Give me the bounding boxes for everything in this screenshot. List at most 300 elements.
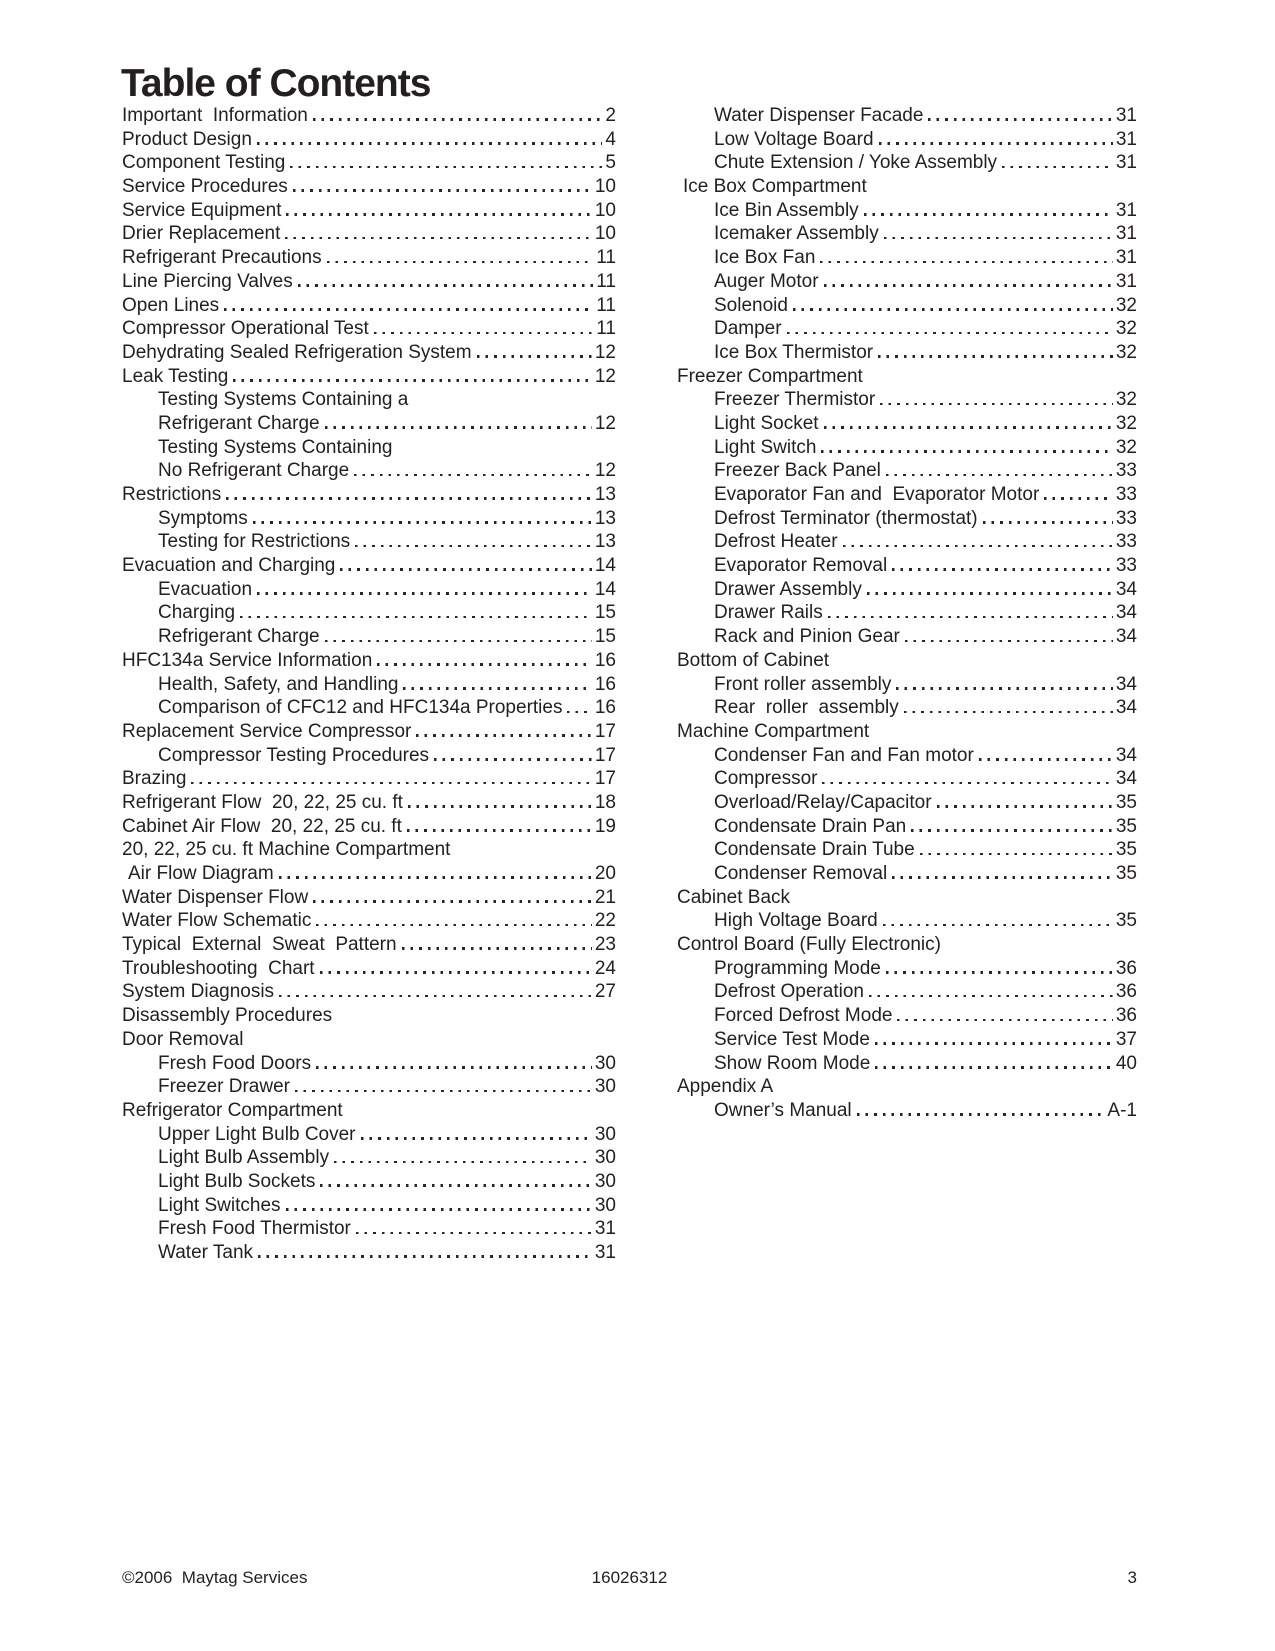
toc-dot-leader xyxy=(286,213,591,216)
toc-entry-label: Evaporator Removal xyxy=(714,555,888,577)
toc-dot-leader xyxy=(434,758,592,761)
toc-entry-label: Water Flow Schematic xyxy=(122,910,312,932)
toc-entry-label: Defrost Heater xyxy=(714,531,838,553)
toc-dot-leader xyxy=(820,261,1112,264)
toc-entry-label: Condensate Drain Pan xyxy=(714,815,907,837)
toc-entry-label: Evaporator Fan and Evaporator Motor xyxy=(714,484,1040,505)
toc-entry-page-number: 33 xyxy=(1115,484,1137,505)
toc-entry-page-number: 24 xyxy=(594,957,616,979)
toc-dot-leader xyxy=(880,403,1113,406)
toc-entry xyxy=(677,673,1137,697)
toc-entry xyxy=(677,530,1137,554)
toc-entry-page-number: 33 xyxy=(1115,507,1137,529)
toc-entry-label: Show Room Mode xyxy=(714,1052,871,1074)
toc-entry xyxy=(677,341,1137,365)
toc-entry-label: Leak Testing xyxy=(122,365,229,387)
toc-entry-page-number: 35 xyxy=(1115,815,1137,837)
toc-entry-label: Freezer Thermistor xyxy=(714,389,876,411)
toc-entry-label: Control Board (Fully Electronic) xyxy=(677,934,941,956)
toc-entry-page-number: 35 xyxy=(1115,791,1137,813)
toc-dot-leader xyxy=(875,1042,1113,1045)
toc-entry-label: Freezer Back Panel xyxy=(714,460,881,482)
toc-entry-label: Ice Box Thermistor xyxy=(714,341,874,363)
toc-entry-label: 20, 22, 25 cu. ft Machine Compartment xyxy=(122,839,451,861)
toc-entry-label: Defrost Operation xyxy=(714,981,864,1003)
toc-entry xyxy=(122,601,616,625)
toc-entry-page-number: 32 xyxy=(1115,294,1137,316)
toc-entry xyxy=(677,104,1137,128)
toc-entry-label: Rear roller assembly xyxy=(714,697,899,719)
toc-dot-leader xyxy=(787,332,1113,335)
toc-entry xyxy=(677,554,1137,578)
toc-section-heading xyxy=(122,838,616,862)
toc-entry-label: Compressor Testing Procedures xyxy=(158,744,430,766)
toc-entry xyxy=(677,388,1137,412)
toc-dot-leader xyxy=(354,474,592,477)
toc-entry xyxy=(677,317,1137,341)
toc-dot-leader xyxy=(361,1137,592,1140)
toc-entry-page-number: 23 xyxy=(594,934,616,956)
toc-dot-leader xyxy=(295,1090,592,1093)
toc-entry-label: Forced Defrost Mode xyxy=(714,1005,893,1027)
toc-dot-leader xyxy=(313,118,603,121)
toc-entry xyxy=(677,909,1137,933)
toc-dot-leader xyxy=(293,189,592,192)
toc-entry-label: Front roller assembly xyxy=(714,673,892,695)
toc-section-heading xyxy=(677,933,1137,957)
toc-dot-leader xyxy=(897,1019,1112,1022)
toc-entry xyxy=(122,791,616,815)
toc-entry xyxy=(122,909,616,933)
toc-entry-page-number: 35 xyxy=(1115,910,1137,932)
toc-entry xyxy=(122,507,616,531)
toc-entry-page-number: 33 xyxy=(1115,460,1137,482)
toc-entry-label: Compressor xyxy=(714,768,818,790)
toc-entry xyxy=(122,578,616,602)
toc-entry xyxy=(122,128,616,152)
toc-entry-label: Ice Box Compartment xyxy=(683,176,867,198)
toc-entry-page-number: 14 xyxy=(594,578,616,600)
toc-entry-label: Water Dispenser Flow xyxy=(122,886,309,908)
toc-dot-leader xyxy=(356,1232,592,1235)
toc-entry-label: High Voltage Board xyxy=(714,910,878,932)
toc-entry-page-number: 22 xyxy=(594,910,616,932)
toc-entry xyxy=(122,1241,616,1265)
toc-entry-page-number: 37 xyxy=(1115,1028,1137,1050)
toc-entry-page-number: 34 xyxy=(1115,768,1137,790)
toc-entry xyxy=(122,980,616,1004)
toc-entry xyxy=(122,1170,616,1194)
toc-dot-leader xyxy=(334,1161,592,1164)
footer-part-number: 16026312 xyxy=(591,1568,668,1587)
toc-entry-label: Component Testing xyxy=(122,152,286,174)
toc-dot-leader xyxy=(313,900,592,903)
toc-entry-label: Overload/Relay/Capacitor xyxy=(714,791,932,813)
toc-entry-page-number: 15 xyxy=(594,626,616,648)
toc-dot-leader xyxy=(937,805,1113,808)
toc-dot-leader xyxy=(403,687,591,690)
toc-entry xyxy=(677,151,1137,175)
toc-entry xyxy=(122,1075,616,1099)
toc-entry xyxy=(677,1004,1137,1028)
toc-entry-label: Testing Systems Containing a xyxy=(158,389,409,411)
toc-entry-page-number: 30 xyxy=(594,1052,616,1074)
toc-entry-page-number: 21 xyxy=(594,886,616,908)
page-footer xyxy=(122,1568,1137,1590)
toc-dot-leader xyxy=(233,379,592,382)
toc-entry-label: Appendix A xyxy=(677,1076,774,1098)
toc-entry-page-number: 12 xyxy=(594,341,616,363)
toc-dot-leader xyxy=(979,758,1113,761)
toc-entry xyxy=(122,933,616,957)
toc-entry xyxy=(677,815,1137,839)
toc-entry-label: Cabinet Air Flow 20, 22, 25 cu. ft xyxy=(122,815,402,837)
toc-entry-page-number: 19 xyxy=(594,815,616,837)
toc-entry xyxy=(677,412,1137,436)
toc-entry-label: Refrigerant Charge xyxy=(158,412,320,434)
toc-entry-page-number: 36 xyxy=(1115,981,1137,1003)
toc-entry-page-number: 27 xyxy=(594,981,616,1003)
toc-entry-label: Troubleshooting Chart xyxy=(122,957,315,979)
toc-entry xyxy=(677,199,1137,223)
toc-entry xyxy=(122,222,616,246)
toc-entry xyxy=(677,483,1137,507)
toc-entry-label: Evacuation xyxy=(158,578,253,600)
toc-entry-page-number: 31 xyxy=(1115,223,1137,245)
toc-entry-label: Line Piercing Valves xyxy=(122,270,293,292)
toc-entry xyxy=(122,199,616,223)
toc-entry xyxy=(122,412,616,436)
toc-entry xyxy=(677,246,1137,270)
toc-entry-page-number: 34 xyxy=(1115,697,1137,719)
toc-entry-label: Drier Replacement xyxy=(122,223,281,245)
toc-section-heading xyxy=(677,720,1137,744)
toc-entry-page-number: 30 xyxy=(594,1170,616,1192)
toc-section-heading xyxy=(677,1075,1137,1099)
toc-entry-label: Light Bulb Sockets xyxy=(158,1170,316,1192)
toc-entry-page-number: 11 xyxy=(596,318,616,340)
toc-entry xyxy=(122,530,616,554)
toc-dot-leader xyxy=(279,995,592,998)
toc-entry-label: System Diagnosis xyxy=(122,981,275,1003)
toc-entry-label: Light Bulb Assembly xyxy=(158,1147,330,1169)
toc-dot-leader xyxy=(567,711,591,714)
toc-entry-label: Typical External Sweat Pattern xyxy=(122,934,397,956)
toc-dot-leader xyxy=(253,521,592,524)
toc-dot-leader xyxy=(886,971,1113,974)
table-of-contents xyxy=(122,104,1137,1265)
toc-entry xyxy=(122,554,616,578)
toc-dot-leader xyxy=(857,1113,1105,1116)
toc-entry xyxy=(122,1194,616,1218)
toc-entry xyxy=(677,578,1137,602)
toc-dot-leader xyxy=(904,711,1113,714)
toc-entry xyxy=(677,862,1137,886)
toc-dot-leader xyxy=(905,640,1113,643)
toc-entry-page-number: 16 xyxy=(594,649,616,671)
toc-entry xyxy=(677,270,1137,294)
toc-dot-leader xyxy=(374,332,594,335)
toc-dot-leader xyxy=(257,592,592,595)
toc-dot-leader xyxy=(285,237,591,240)
toc-entry xyxy=(677,838,1137,862)
toc-entry-label: Symptoms xyxy=(158,507,248,529)
toc-entry xyxy=(122,483,616,507)
toc-entry-page-number: 16 xyxy=(594,697,616,719)
toc-entry-label: Rack and Pinion Gear xyxy=(714,626,900,648)
toc-entry-label: Door Removal xyxy=(122,1028,244,1050)
toc-entry-page-number: 33 xyxy=(1115,555,1137,577)
toc-entry-label: Important Information xyxy=(122,105,308,126)
toc-entry xyxy=(677,128,1137,152)
toc-dot-leader xyxy=(325,640,592,643)
toc-dot-leader xyxy=(377,663,592,666)
toc-entry-page-number: 34 xyxy=(1115,744,1137,766)
toc-dot-leader xyxy=(867,592,1113,595)
toc-entry-page-number: 12 xyxy=(594,460,616,482)
toc-dot-leader xyxy=(892,876,1113,879)
toc-entry xyxy=(122,246,616,270)
toc-entry-label: Freezer Compartment xyxy=(677,365,863,387)
toc-entry-page-number: 11 xyxy=(596,247,616,269)
toc-entry-label: Water Dispenser Facade xyxy=(714,105,924,126)
toc-entry-label: Fresh Food Thermistor xyxy=(158,1218,351,1240)
toc-dot-leader xyxy=(911,829,1113,832)
toc-dot-leader xyxy=(408,805,592,808)
toc-entry-label: Replacement Service Compressor xyxy=(122,720,412,742)
toc-entry-label: Restrictions xyxy=(122,484,222,505)
toc-entry-page-number: 4 xyxy=(605,128,616,150)
toc-entry xyxy=(122,625,616,649)
toc-entry-label: Drawer Rails xyxy=(714,602,823,624)
toc-entry xyxy=(122,673,616,697)
toc-entry-page-number: 32 xyxy=(1115,341,1137,363)
toc-entry-page-number: 34 xyxy=(1115,602,1137,624)
toc-entry xyxy=(122,459,616,483)
toc-section-heading xyxy=(122,1004,616,1028)
toc-entry-page-number: 13 xyxy=(594,484,616,505)
toc-entry xyxy=(122,957,616,981)
toc-entry-page-number: 12 xyxy=(594,365,616,387)
toc-section-heading xyxy=(122,1099,616,1123)
toc-entry xyxy=(677,696,1137,720)
toc-entry xyxy=(677,980,1137,1004)
toc-entry-page-number: 32 xyxy=(1115,436,1137,458)
toc-entry xyxy=(122,1123,616,1147)
toc-entry-page-number: 40 xyxy=(1115,1052,1137,1074)
toc-entry-page-number: 31 xyxy=(1115,270,1137,292)
toc-column-right xyxy=(677,104,1137,1123)
toc-entry-page-number: 15 xyxy=(594,602,616,624)
toc-entry-label: Dehydrating Sealed Refrigeration System xyxy=(122,341,472,363)
toc-entry-page-number: 31 xyxy=(594,1242,616,1263)
toc-dot-leader xyxy=(892,568,1113,571)
toc-entry-label: Service Test Mode xyxy=(714,1028,870,1050)
toc-entry-label: Health, Safety, and Handling xyxy=(158,673,399,695)
toc-entry-label: Defrost Terminator (thermostat) xyxy=(714,507,978,529)
toc-entry-label: Freezer Drawer xyxy=(158,1076,290,1098)
toc-dot-leader xyxy=(843,545,1113,548)
toc-section-heading xyxy=(677,649,1137,673)
toc-entry-label: Air Flow Diagram xyxy=(128,863,274,884)
toc-entry-label: Auger Motor xyxy=(714,270,819,292)
toc-entry-label: Compressor Operational Test xyxy=(122,318,369,340)
toc-entry xyxy=(677,459,1137,483)
toc-entry xyxy=(122,767,616,791)
toc-section-heading xyxy=(122,436,616,460)
toc-entry-label: Condensate Drain Tube xyxy=(714,839,915,861)
toc-entry-label: Drawer Assembly xyxy=(714,578,862,600)
toc-entry-page-number: 20 xyxy=(594,863,616,884)
toc-entry-label: Upper Light Bulb Cover xyxy=(158,1123,356,1145)
toc-entry-page-number: 30 xyxy=(594,1076,616,1098)
footer-copyright: ©2006 Maytag Services xyxy=(122,1568,308,1587)
toc-entry-page-number: 13 xyxy=(594,507,616,529)
toc-entry-page-number: 34 xyxy=(1115,578,1137,600)
toc-entry xyxy=(677,222,1137,246)
toc-dot-leader xyxy=(316,1066,592,1069)
toc-entry xyxy=(122,341,616,365)
toc-dot-leader xyxy=(325,426,592,429)
toc-entry xyxy=(677,791,1137,815)
toc-entry xyxy=(122,175,616,199)
toc-entry-label: HFC134a Service Information xyxy=(122,649,373,671)
toc-dot-leader xyxy=(286,1208,592,1211)
toc-entry xyxy=(677,957,1137,981)
toc-entry-label: Cabinet Back xyxy=(677,886,791,908)
toc-entry-label: Chute Extension / Yoke Assembly xyxy=(714,152,998,174)
toc-entry xyxy=(122,720,616,744)
toc-entry xyxy=(122,696,616,720)
toc-dot-leader xyxy=(191,782,591,785)
toc-entry-page-number: 17 xyxy=(594,744,616,766)
toc-entry-page-number: 11 xyxy=(596,294,616,316)
toc-entry xyxy=(677,1052,1137,1076)
toc-entry-label: Open Lines xyxy=(122,294,220,316)
toc-entry-label: Ice Box Fan xyxy=(714,247,816,269)
toc-entry-label: Ice Bin Assembly xyxy=(714,199,859,221)
toc-dot-leader xyxy=(878,355,1113,358)
toc-dot-leader xyxy=(320,1184,591,1187)
toc-entry-page-number: 17 xyxy=(594,768,616,790)
toc-dot-leader xyxy=(355,545,592,548)
toc-entry-label: Icemaker Assembly xyxy=(714,223,879,245)
toc-entry-page-number: 34 xyxy=(1115,626,1137,648)
toc-column-left xyxy=(122,104,616,1265)
toc-entry-label: Water Tank xyxy=(158,1242,254,1263)
toc-section-heading xyxy=(677,886,1137,910)
toc-dot-leader xyxy=(340,568,591,571)
toc-entry-label: Low Voltage Board xyxy=(714,128,874,150)
toc-entry-label: Programming Mode xyxy=(714,957,881,979)
toc-entry xyxy=(122,744,616,768)
toc-entry-label: Testing for Restrictions xyxy=(158,531,351,553)
toc-dot-leader xyxy=(879,142,1113,145)
toc-entry-label: Condenser Removal xyxy=(714,863,888,884)
toc-entry-page-number: 10 xyxy=(594,176,616,198)
toc-entry-label: Fresh Food Doors xyxy=(158,1052,312,1074)
toc-entry-page-number: 31 xyxy=(1115,128,1137,150)
toc-entry-label: Condenser Fan and Fan motor xyxy=(714,744,974,766)
toc-dot-leader xyxy=(883,924,1113,927)
toc-section-heading xyxy=(122,1028,616,1052)
toc-entry-page-number: 36 xyxy=(1115,957,1137,979)
toc-entry-page-number: 30 xyxy=(594,1194,616,1216)
toc-entry-label: Service Procedures xyxy=(122,176,288,198)
toc-dot-leader xyxy=(884,237,1113,240)
toc-entry-page-number: 35 xyxy=(1115,839,1137,861)
toc-dot-leader xyxy=(226,497,592,500)
toc-dot-leader xyxy=(828,616,1113,619)
toc-entry xyxy=(122,104,616,128)
page-title: Table of Contents xyxy=(121,62,431,106)
toc-entry-page-number: 31 xyxy=(1115,247,1137,269)
toc-section-heading xyxy=(677,365,1137,389)
toc-entry-label: Refrigerant Charge xyxy=(158,626,320,648)
toc-entry xyxy=(122,317,616,341)
toc-entry-page-number: 30 xyxy=(594,1123,616,1145)
toc-dot-leader xyxy=(824,284,1113,287)
toc-dot-leader xyxy=(290,166,602,169)
toc-entry-page-number: 31 xyxy=(1115,105,1137,126)
toc-entry-label: Testing Systems Containing xyxy=(158,436,393,458)
toc-entry-label: Refrigerator Compartment xyxy=(122,1099,343,1121)
toc-entry-label: Charging xyxy=(158,602,236,624)
toc-dot-leader xyxy=(896,687,1112,690)
toc-entry-page-number: 34 xyxy=(1115,673,1137,695)
toc-dot-leader xyxy=(298,284,594,287)
toc-entry xyxy=(122,649,616,673)
toc-entry-page-number: 12 xyxy=(594,412,616,434)
toc-entry xyxy=(122,1217,616,1241)
toc-dot-leader xyxy=(1044,497,1113,500)
toc-entry-label: Light Switch xyxy=(714,436,817,458)
toc-dot-leader xyxy=(822,782,1112,785)
toc-entry-label: Machine Compartment xyxy=(677,720,870,742)
toc-entry-label: Light Socket xyxy=(714,412,819,434)
toc-entry-page-number: 31 xyxy=(1115,152,1137,174)
toc-entry-label: Refrigerant Precautions xyxy=(122,247,322,269)
toc-dot-leader xyxy=(821,450,1112,453)
toc-entry-page-number: 10 xyxy=(594,199,616,221)
toc-dot-leader xyxy=(258,1255,592,1258)
toc-entry xyxy=(677,1099,1137,1123)
toc-dot-leader xyxy=(316,924,592,927)
toc-dot-leader xyxy=(416,734,592,737)
toc-dot-leader xyxy=(875,1066,1113,1069)
toc-entry-page-number: 31 xyxy=(594,1218,616,1240)
toc-entry xyxy=(122,886,616,910)
toc-entry-page-number: 13 xyxy=(594,531,616,553)
toc-entry xyxy=(122,151,616,175)
toc-dot-leader xyxy=(327,261,594,264)
toc-dot-leader xyxy=(793,308,1113,311)
toc-dot-leader xyxy=(886,474,1113,477)
toc-entry xyxy=(122,862,616,886)
toc-entry-label: Service Equipment xyxy=(122,199,282,221)
toc-entry xyxy=(122,270,616,294)
toc-entry-label: Solenoid xyxy=(714,294,788,316)
toc-entry-label: Owner’s Manual xyxy=(714,1099,852,1121)
toc-dot-leader xyxy=(402,947,592,950)
toc-entry-page-number: 30 xyxy=(594,1147,616,1169)
toc-dot-leader xyxy=(240,616,592,619)
toc-entry-page-number: 35 xyxy=(1115,863,1137,884)
toc-entry xyxy=(677,294,1137,318)
toc-entry-page-number: 31 xyxy=(1115,199,1137,221)
toc-entry-page-number: 33 xyxy=(1115,531,1137,553)
toc-section-heading xyxy=(122,388,616,412)
